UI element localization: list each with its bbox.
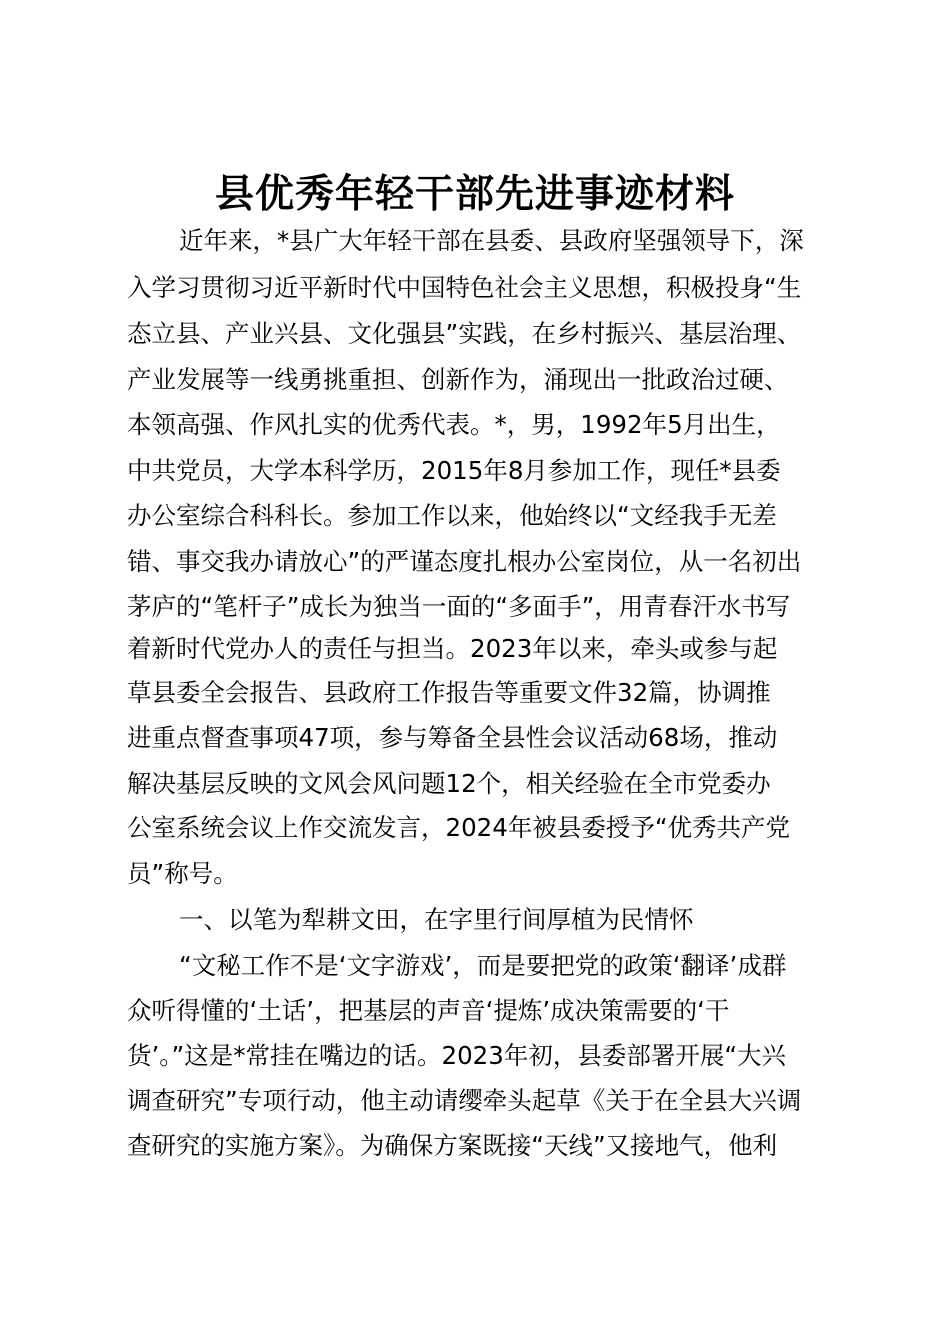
paragraph-line: 众听得懂的‘土话’，把基层的声音‘提炼’成决策需要的‘干 xyxy=(127,996,730,1025)
paragraph-line: 茅庐的“笔杆子”成长为独当一面的“多面手”，用青春汗水书写 xyxy=(127,592,791,621)
paragraph-line: 本领高强、作风扎实的优秀代表。*，男，1992年5月出生， xyxy=(127,410,781,439)
paragraph-line: 货’。”这是*常挂在嘴边的话。2023年初，县委部署开展“大兴 xyxy=(127,1041,787,1070)
paragraph-line: 解决基层反映的文风会风问题12个，相关经验在全市党委办 xyxy=(127,769,771,798)
paragraph-line: 公室系统会议上作交流发言，2024年被县委授予“优秀共产党 xyxy=(127,813,791,842)
paragraph-line: 查研究的实施方案》。为确保方案既接“天线”又接地气，他利 xyxy=(127,1131,778,1160)
paragraph-line: 入学习贯彻习近平新时代中国特色社会主义思想，积极投身“生 xyxy=(127,273,802,302)
paragraph-line: 态立县、产业兴县、文化强县”实践，在乡村振兴、基层治理、 xyxy=(127,319,802,348)
paragraph-line: 调查研究”专项行动，他主动请缨牵头起草《关于在全县大兴调 xyxy=(127,1086,802,1115)
paragraph-line: 进重点督查事项47项，参与筹备全县性会议活动68场，推动 xyxy=(127,723,778,752)
paragraph-line: 草县委全会报告、县政府工作报告等重要文件32篇，协调推 xyxy=(127,678,771,707)
section-heading: 一、以笔为犁耕文田，在字里行间厚植为民情怀 xyxy=(179,905,694,934)
paragraph-line: 办公室综合科科长。参加工作以来，他始终以“文经我手无差 xyxy=(127,501,777,530)
paragraph-line: 产业发展等一线勇挑重担、创新作为，涌现出一批政治过硬、 xyxy=(127,365,789,394)
paragraph-line: 中共党员，大学本科学历，2015年8月参加工作，现任*县委 xyxy=(127,456,781,485)
document-title: 县优秀年轻干部先进事迹材料 xyxy=(214,171,735,217)
paragraph-line: 近年来，*县广大年轻干部在县委、县政府坚强领导下，深 xyxy=(179,226,804,255)
paragraph-line: 错、事交我办请放心”的严谨态度扎根办公室岗位，从一名初出 xyxy=(127,547,802,576)
paragraph-line: 着新时代党办人的责任与担当。2023年以来，牵头或参与起 xyxy=(127,634,778,663)
paragraph-line: 员”称号。 xyxy=(127,859,238,888)
paragraph-line: “文秘工作不是‘文字游戏’，而是要把党的政策‘翻译’成群 xyxy=(179,951,787,980)
